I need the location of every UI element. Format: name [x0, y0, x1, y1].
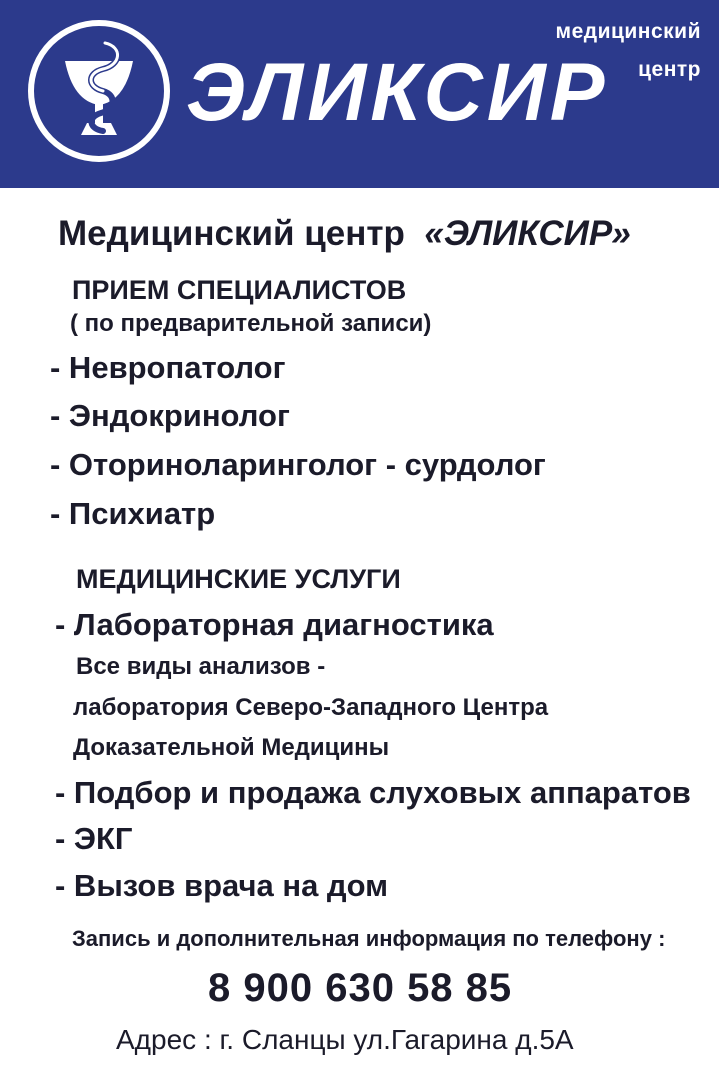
title-text: Медицинский центр [58, 214, 405, 253]
header-banner [0, 0, 719, 188]
phone-number[interactable]: 8 900 630 58 85 [208, 966, 513, 1010]
lab-detail: Все виды анализов - [76, 653, 326, 680]
title-brand: «ЭЛИКСИР» [424, 214, 631, 253]
specialists-note: ( по предварительной записи) [70, 310, 432, 337]
service-item: - Вызов врача на дом [55, 868, 389, 903]
specialists-heading: ПРИЕМ СПЕЦИАЛИСТОВ [72, 275, 407, 305]
lab-detail: Доказательной Медицины [73, 734, 390, 761]
service-lab: - Лабораторная диагностика [55, 607, 494, 642]
contact-info: Запись и дополнительная информация по телефону : [72, 926, 666, 951]
brand-subtitle-1: медицинский [555, 20, 701, 43]
page-title [58, 214, 631, 254]
specialist-item: - Невропатолог [50, 350, 286, 385]
bowl-of-hygieia-icon [25, 17, 173, 165]
specialist-item: - Эндокринолог [50, 398, 290, 433]
lab-detail: лаборатория Северо-Западного Центра [73, 694, 549, 721]
service-item: - ЭКГ [55, 821, 133, 856]
brand-name: ЭЛИКСИР [186, 47, 609, 138]
service-item: - Подбор и продажа слуховых аппаратов [55, 775, 691, 810]
address: Адрес : г. Сланцы ул.Гагарина д.5А [116, 1024, 574, 1055]
services-heading: МЕДИЦИНСКИЕ УСЛУГИ [76, 564, 401, 594]
specialist-item: - Оториноларинголог - сурдолог [50, 447, 546, 482]
specialist-item: - Психиатр [50, 496, 216, 531]
brand-subtitle-2: центр [638, 58, 701, 81]
